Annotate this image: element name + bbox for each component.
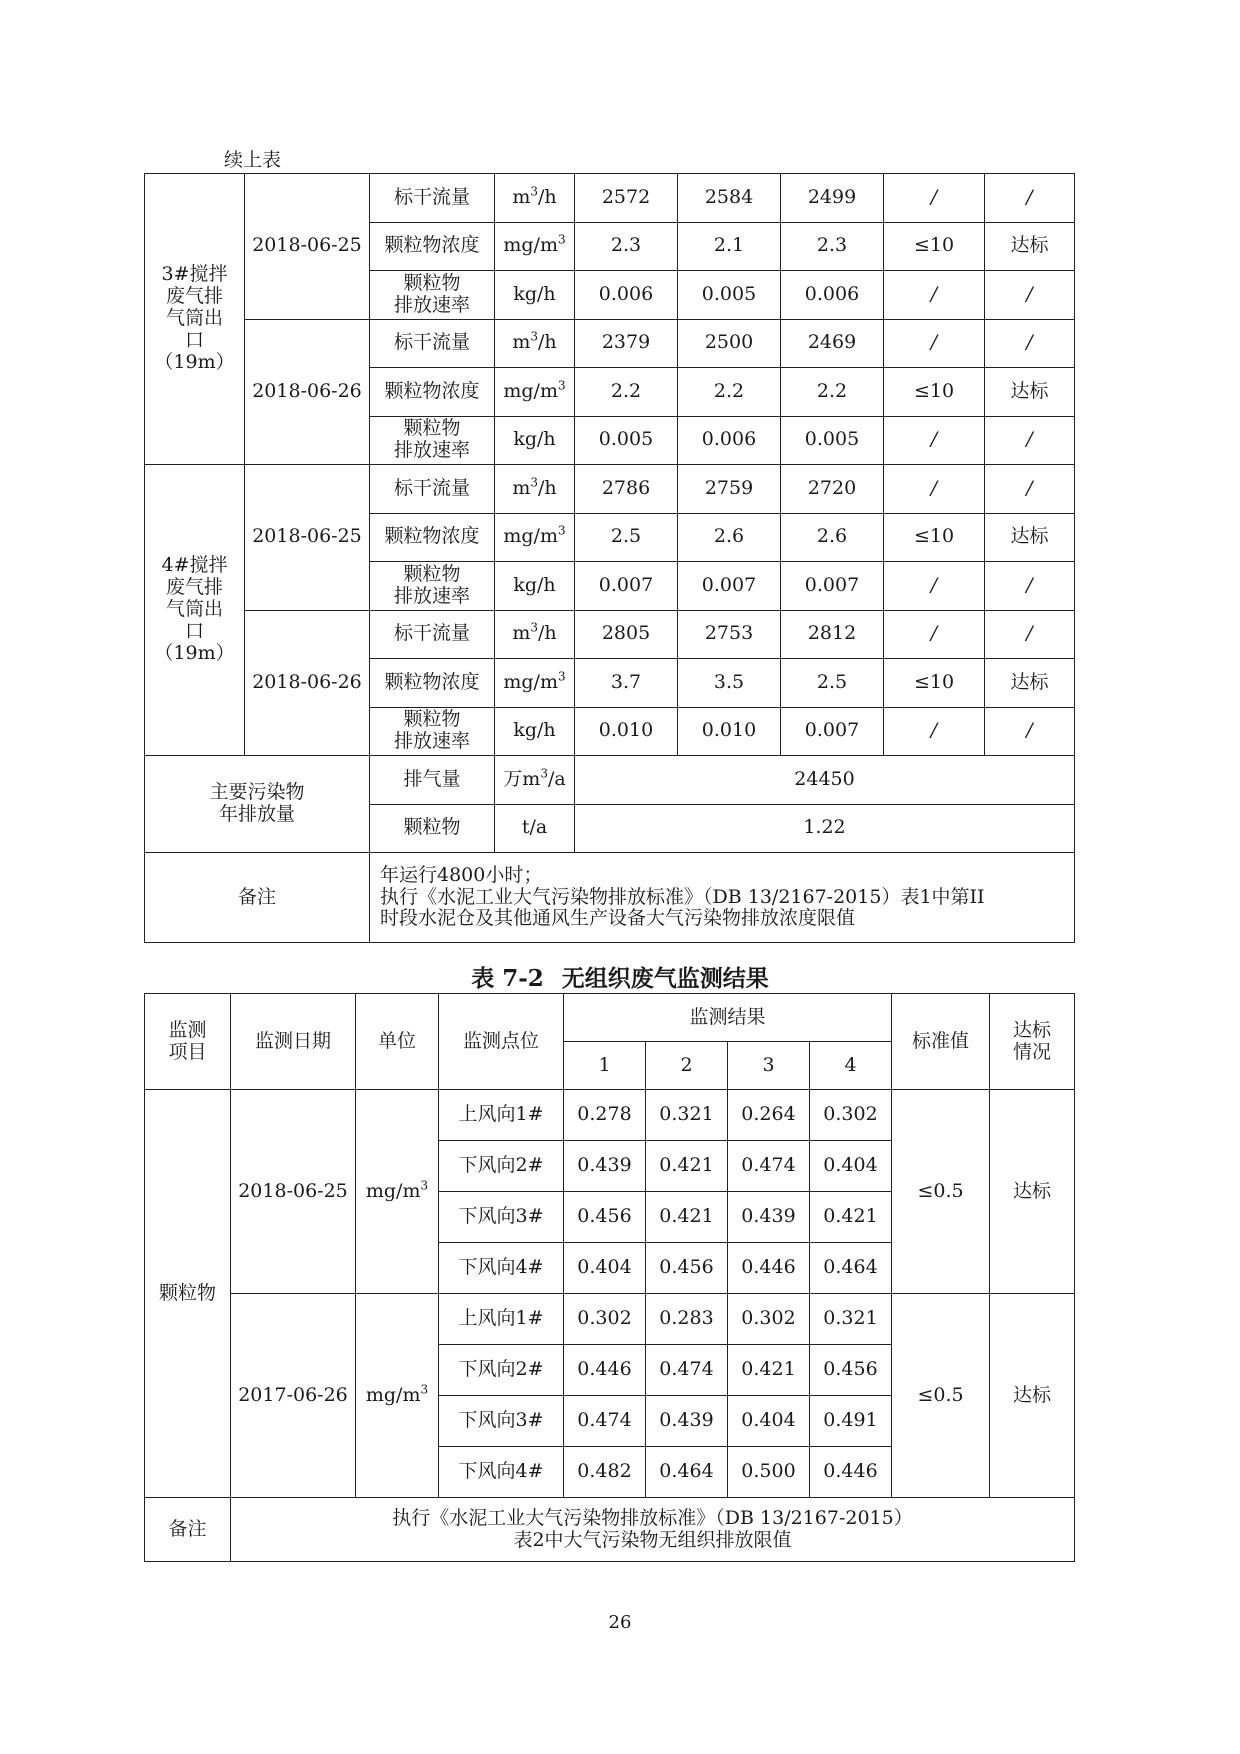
value-cell: 0.010 <box>575 707 678 756</box>
date-cell: 2018-06-25 <box>245 465 370 611</box>
std-cell: ≤10 <box>884 659 985 708</box>
annual-item: 颗粒物 <box>370 804 495 853</box>
value-cell: 0.474 <box>646 1345 728 1396</box>
value-cell: 2.5 <box>575 513 678 562</box>
table-row <box>145 1090 1075 1141</box>
value-cell: 0.005 <box>575 416 678 465</box>
unit-cell: $mg/m^3$ <box>495 368 575 417</box>
unit-cell: $mg/m^3$ <box>356 1090 439 1294</box>
organized-emission-table <box>144 173 1075 943</box>
value-cell: 0.421 <box>728 1345 810 1396</box>
std-cell: ≤10 <box>884 513 985 562</box>
result-cell: / <box>985 271 1075 320</box>
point-cell: 下风向4# <box>439 1243 564 1294</box>
std-cell: ≤10 <box>884 368 985 417</box>
value-cell: 0.302 <box>728 1294 810 1345</box>
remark-row <box>145 1498 1075 1562</box>
item-cell: 标干流量 <box>370 465 495 514</box>
value-cell: 2.5 <box>781 659 884 708</box>
annual-unit: 万$m^3/a$ <box>495 756 575 805</box>
value-cell: 0.474 <box>564 1396 646 1447</box>
page-number: 26 <box>608 1612 632 1633</box>
header-date: 监测日期 <box>231 994 356 1090</box>
value-cell: 0.264 <box>728 1090 810 1141</box>
unit-cell: $m^3/h$ <box>495 319 575 368</box>
value-cell: 0.321 <box>810 1294 892 1345</box>
value-cell: 0.404 <box>810 1141 892 1192</box>
std-cell: / <box>884 562 985 611</box>
std-cell: ≤0.5 <box>892 1294 990 1498</box>
annual-value: 24450 <box>575 756 1075 805</box>
value-cell: 0.006 <box>575 271 678 320</box>
table-row <box>145 610 1075 659</box>
point-cell: 下风向3# <box>439 1396 564 1447</box>
value-cell: 0.464 <box>646 1447 728 1498</box>
location-cell: 3#搅拌 废气排 气筒出 口 （19m） <box>145 174 245 465</box>
value-cell: 0.439 <box>728 1192 810 1243</box>
unit-cell: $mg/m^3$ <box>495 513 575 562</box>
item-cell: 标干流量 <box>370 174 495 223</box>
item-cell: 颗粒物浓度 <box>370 513 495 562</box>
table2-caption-number: 表 7-2 <box>471 965 544 992</box>
value-cell: 0.446 <box>810 1447 892 1498</box>
value-cell: 0.456 <box>564 1192 646 1243</box>
std-cell: ≤0.5 <box>892 1090 990 1294</box>
value-cell: 0.500 <box>728 1447 810 1498</box>
unit-cell: $m^3/h$ <box>495 610 575 659</box>
item-cell: 标干流量 <box>370 319 495 368</box>
value-cell: 0.302 <box>810 1090 892 1141</box>
item-cell: 标干流量 <box>370 610 495 659</box>
unit-cell: kg/h <box>495 271 575 320</box>
value-cell: 2.6 <box>678 513 781 562</box>
value-cell: 0.283 <box>646 1294 728 1345</box>
header-result-col: 1 <box>564 1042 646 1090</box>
value-cell: 2786 <box>575 465 678 514</box>
value-cell: 2759 <box>678 465 781 514</box>
result-cell: 达标 <box>990 1090 1075 1294</box>
value-cell: 2720 <box>781 465 884 514</box>
value-cell: 0.474 <box>728 1141 810 1192</box>
value-cell: 2499 <box>781 174 884 223</box>
value-cell: 0.006 <box>678 416 781 465</box>
date-cell: 2018-06-25 <box>231 1090 356 1294</box>
pollutant-cell: 颗粒物 <box>145 1090 231 1498</box>
result-cell: 达标 <box>985 659 1075 708</box>
value-cell: 0.439 <box>646 1396 728 1447</box>
unit-cell: $m^3/h$ <box>495 465 575 514</box>
item-cell: 颗粒物 排放速率 <box>370 416 495 465</box>
point-cell: 上风向1# <box>439 1090 564 1141</box>
value-cell: 3.7 <box>575 659 678 708</box>
annual-item: 排气量 <box>370 756 495 805</box>
header-result-col: 2 <box>646 1042 728 1090</box>
unit-cell: kg/h <box>495 416 575 465</box>
table-row <box>145 465 1075 514</box>
annual-row <box>145 756 1075 805</box>
value-cell: 0.007 <box>575 562 678 611</box>
table2-caption-title: 无组织废气监测结果 <box>561 966 769 992</box>
result-cell: / <box>985 610 1075 659</box>
std-cell: / <box>884 465 985 514</box>
point-cell: 下风向2# <box>439 1345 564 1396</box>
header-result-col: 4 <box>810 1042 892 1090</box>
value-cell: 2.2 <box>781 368 884 417</box>
value-cell: 0.482 <box>564 1447 646 1498</box>
remark-row <box>145 853 1075 943</box>
item-cell: 颗粒物浓度 <box>370 659 495 708</box>
value-cell: 0.005 <box>781 416 884 465</box>
std-cell: / <box>884 174 985 223</box>
header-result-col: 3 <box>728 1042 810 1090</box>
value-cell: 2812 <box>781 610 884 659</box>
value-cell: 0.006 <box>781 271 884 320</box>
header-item: 监测 项目 <box>145 994 231 1090</box>
result-cell: / <box>985 562 1075 611</box>
item-cell: 颗粒物浓度 <box>370 368 495 417</box>
table-row <box>145 174 1075 223</box>
value-cell: 0.456 <box>810 1345 892 1396</box>
std-cell: / <box>884 319 985 368</box>
value-cell: 2.6 <box>781 513 884 562</box>
header-results: 监测结果 <box>564 994 892 1042</box>
value-cell: 0.421 <box>810 1192 892 1243</box>
item-cell: 颗粒物 排放速率 <box>370 562 495 611</box>
value-cell: 0.421 <box>646 1141 728 1192</box>
value-cell: 0.421 <box>646 1192 728 1243</box>
value-cell: 2379 <box>575 319 678 368</box>
header-unit: 单位 <box>356 994 439 1090</box>
value-cell: 2584 <box>678 174 781 223</box>
value-cell: 2753 <box>678 610 781 659</box>
value-cell: 0.404 <box>564 1243 646 1294</box>
std-cell: / <box>884 707 985 756</box>
date-cell: 2018-06-26 <box>245 610 370 756</box>
value-cell: 0.446 <box>564 1345 646 1396</box>
header-point: 监测点位 <box>439 994 564 1090</box>
value-cell: 0.278 <box>564 1090 646 1141</box>
fugitive-emission-table <box>144 993 1075 1562</box>
value-cell: 2500 <box>678 319 781 368</box>
result-cell: 达标 <box>990 1294 1075 1498</box>
result-cell: / <box>985 416 1075 465</box>
point-cell: 下风向2# <box>439 1141 564 1192</box>
value-cell: 0.005 <box>678 271 781 320</box>
item-cell: 颗粒物浓度 <box>370 222 495 271</box>
result-cell: 达标 <box>985 222 1075 271</box>
result-cell: 达标 <box>985 513 1075 562</box>
unit-cell: $m^3/h$ <box>495 174 575 223</box>
table-row <box>145 319 1075 368</box>
item-cell: 颗粒物 排放速率 <box>370 271 495 320</box>
value-cell: 0.439 <box>564 1141 646 1192</box>
annual-value: 1.22 <box>575 804 1075 853</box>
value-cell: 2805 <box>575 610 678 659</box>
std-cell: / <box>884 271 985 320</box>
remark-text: 年运行4800小时； 执行《水泥工业大气污染物排放标准》（DB 13/2167-2015）表1中第II 时段水泥仓及其他通风生产设备大气污染物排放浓度限值 <box>370 853 1075 943</box>
remark-label: 备注 <box>145 1498 231 1562</box>
unit-cell: kg/h <box>495 707 575 756</box>
table2-caption <box>0 960 1240 993</box>
unit-cell: $mg/m^3$ <box>356 1294 439 1498</box>
value-cell: 0.302 <box>564 1294 646 1345</box>
value-cell: 0.491 <box>810 1396 892 1447</box>
location-cell: 4#搅拌 废气排 气筒出 口 （19m） <box>145 465 245 756</box>
value-cell: 0.464 <box>810 1243 892 1294</box>
value-cell: 2572 <box>575 174 678 223</box>
std-cell: ≤10 <box>884 222 985 271</box>
value-cell: 2.2 <box>678 368 781 417</box>
date-cell: 2018-06-25 <box>245 174 370 320</box>
value-cell: 0.007 <box>678 562 781 611</box>
unit-cell: $mg/m^3$ <box>495 222 575 271</box>
result-cell: / <box>985 465 1075 514</box>
value-cell: 2.1 <box>678 222 781 271</box>
value-cell: 2.3 <box>781 222 884 271</box>
point-cell: 下风向4# <box>439 1447 564 1498</box>
value-cell: 0.404 <box>728 1396 810 1447</box>
annual-label: 主要污染物 年排放量 <box>145 756 370 853</box>
unit-cell: $mg/m^3$ <box>495 659 575 708</box>
value-cell: 0.010 <box>678 707 781 756</box>
result-cell: / <box>985 319 1075 368</box>
result-cell: / <box>985 174 1075 223</box>
result-cell: 达标 <box>985 368 1075 417</box>
point-cell: 上风向1# <box>439 1294 564 1345</box>
date-cell: 2018-06-26 <box>245 319 370 465</box>
header-std: 标准值 <box>892 994 990 1090</box>
value-cell: 0.007 <box>781 707 884 756</box>
value-cell: 2469 <box>781 319 884 368</box>
value-cell: 0.321 <box>646 1090 728 1141</box>
value-cell: 0.456 <box>646 1243 728 1294</box>
std-cell: / <box>884 610 985 659</box>
remark-text: 执行《水泥工业大气污染物排放标准》（DB 13/2167-2015） 表2中大气污染物无组织排放限值 <box>231 1498 1075 1562</box>
std-cell: / <box>884 416 985 465</box>
annual-unit: t/a <box>495 804 575 853</box>
value-cell: 2.3 <box>575 222 678 271</box>
remark-label: 备注 <box>145 853 370 943</box>
unit-cell: kg/h <box>495 562 575 611</box>
point-cell: 下风向3# <box>439 1192 564 1243</box>
item-cell: 颗粒物 排放速率 <box>370 707 495 756</box>
value-cell: 0.446 <box>728 1243 810 1294</box>
value-cell: 3.5 <box>678 659 781 708</box>
date-cell: 2017-06-26 <box>231 1294 356 1498</box>
continuation-label: 续上表 <box>224 149 282 171</box>
header-pass: 达标 情况 <box>990 994 1075 1090</box>
table-row <box>145 1294 1075 1345</box>
value-cell: 0.007 <box>781 562 884 611</box>
result-cell: / <box>985 707 1075 756</box>
value-cell: 2.2 <box>575 368 678 417</box>
